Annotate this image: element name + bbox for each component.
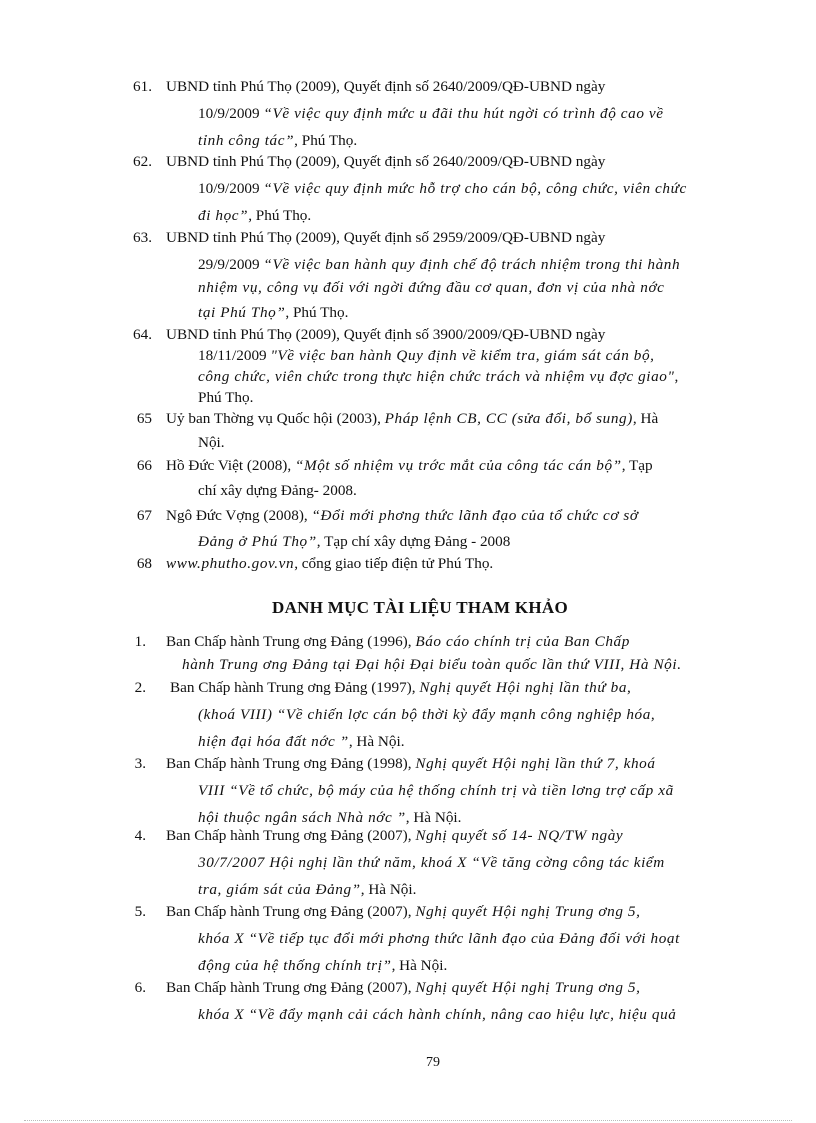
reference-2 bbox=[106, 674, 752, 755]
reference-line: 30/7/2007 Hội nghị lần thứ năm, khoá X “Về tăng cờng công tác kiểm bbox=[198, 854, 665, 871]
reference-number: 62. bbox=[133, 153, 152, 170]
reference-63 bbox=[112, 224, 752, 332]
reference-line: UBND tỉnh Phú Thọ (2009), Quyết định số 2640/2009/QĐ-UBND ngày bbox=[166, 153, 606, 170]
reference-line: Đảng ở Phú Thọ”, Tạp chí xây dựng Đảng - 2008 bbox=[198, 533, 511, 550]
reference-number: 67 bbox=[136, 507, 152, 524]
reference-number: 5. bbox=[134, 903, 146, 920]
reference-number: 4. bbox=[134, 827, 146, 844]
reference-6 bbox=[106, 974, 752, 1028]
reference-number: 64. bbox=[133, 326, 152, 343]
reference-line: chí xây dựng Đảng- 2008. bbox=[198, 482, 357, 499]
reference-line: 18/11/2009 "Về việc ban hành Quy định về kiểm tra, giám sát cán bộ, bbox=[198, 347, 655, 364]
reference-line: tại Phú Thọ”, Phú Thọ. bbox=[198, 304, 349, 321]
reference-line: khóa X “Về đẩy mạnh cải cách hành chính, nâng cao hiệu lực, hiệu quả bbox=[198, 1006, 677, 1023]
reference-line: khóa X “Về tiếp tục đổi mới phơng thức lãnh đạo của Đảng đối với hoạt bbox=[198, 930, 680, 947]
reference-line: công chức, viên chức trong thực hiện chức trách và nhiệm vụ đợc giao", bbox=[198, 368, 679, 385]
reference-65 bbox=[112, 405, 752, 459]
reference-67 bbox=[112, 502, 752, 556]
reference-line: Ban Chấp hành Trung ơng Đảng (1998), Nghị quyết Hội nghị lần thứ 7, khoá bbox=[166, 755, 656, 772]
reference-line: www.phutho.gov.vn, cổng giao tiếp điện tử Phú Thọ. bbox=[166, 555, 494, 572]
reference-number: 3. bbox=[134, 755, 146, 772]
page-number: 79 bbox=[426, 1055, 440, 1070]
reference-number: 2. bbox=[134, 679, 146, 696]
reference-line: 10/9/2009 “Về việc quy định mức u đãi thu hút ngời có trình độ cao về bbox=[198, 105, 664, 122]
reference-line: hành Trung ơng Đảng tại Đại hội Đại biểu toàn quốc lần thứ VIII, Hà Nội. bbox=[182, 656, 682, 673]
reference-line: hiện đại hóa đất nớc ”, Hà Nội. bbox=[198, 733, 405, 750]
reference-number: 6. bbox=[134, 979, 146, 996]
reference-number: 1. bbox=[134, 633, 146, 650]
reference-line: VIII “Về tổ chức, bộ máy của hệ thống chính trị và tiền lơng trợ cấp xã bbox=[198, 782, 674, 799]
reference-number: 61. bbox=[133, 78, 152, 95]
reference-4 bbox=[106, 822, 752, 903]
reference-line: UBND tỉnh Phú Thọ (2009), Quyết định số 2640/2009/QĐ-UBND ngày bbox=[166, 78, 606, 95]
reference-line: Hồ Đức Việt (2008), “Một số nhiệm vụ trớc mắt của công tác cán bộ”, Tạp bbox=[166, 457, 653, 474]
reference-line: nhiệm vụ, công vụ đối với ngời đứng đầu cơ quan, đơn vị của nhà nớc bbox=[198, 279, 665, 296]
page-bottom-divider bbox=[24, 1120, 792, 1121]
reference-line: Nội. bbox=[198, 434, 225, 451]
reference-3 bbox=[106, 750, 752, 831]
reference-line: Ngô Đức Vợng (2008), “Đổi mới phơng thức lãnh đạo của tổ chức cơ sở bbox=[166, 507, 639, 524]
reference-line: tỉnh công tác”, Phú Thọ. bbox=[198, 132, 358, 149]
reference-number: 68 bbox=[136, 555, 152, 572]
reference-line: UBND tỉnh Phú Thọ (2009), Quyết định số 3900/2009/QĐ-UBND ngày bbox=[166, 326, 606, 343]
reference-62 bbox=[112, 148, 752, 229]
reference-line: (khoá VIII) “Về chiến lợc cán bộ thời kỳ đẩy mạnh công nghiệp hóa, bbox=[198, 706, 656, 723]
reference-line: Ban Chấp hành Trung ơng Đảng (2007), Nghị quyết số 14- NQ/TW ngày bbox=[166, 827, 624, 844]
reference-number: 66 bbox=[136, 457, 152, 474]
reference-61 bbox=[112, 73, 752, 154]
reference-line: Ban Chấp hành Trung ơng Đảng (1996), Báo cáo chính trị của Ban Chấp bbox=[166, 633, 630, 650]
reference-5 bbox=[106, 898, 752, 979]
reference-line: 10/9/2009 “Về việc quy định mức hỗ trợ cho cán bộ, công chức, viên chức bbox=[198, 180, 687, 197]
reference-line: Ban Chấp hành Trung ơng Đảng (2007), Nghị quyết Hội nghị Trung ơng 5, bbox=[166, 903, 641, 920]
reference-line: Ban Chấp hành Trung ơng Đảng (1997), Nghị quyết Hội nghị lần thứ ba, bbox=[170, 679, 632, 696]
reference-line: Phú Thọ. bbox=[198, 389, 254, 406]
reference-66 bbox=[112, 452, 752, 506]
reference-line: đi học”, Phú Thọ. bbox=[198, 207, 312, 224]
reference-line: 29/9/2009 “Về việc ban hành quy định chế độ trách nhiệm trong thi hành bbox=[198, 256, 681, 273]
reference-number: 63. bbox=[133, 229, 152, 246]
reference-68 bbox=[112, 550, 752, 577]
reference-64 bbox=[112, 324, 752, 414]
reference-number: 65 bbox=[136, 410, 152, 427]
reference-line: UBND tỉnh Phú Thọ (2009), Quyết định số 2959/2009/QĐ-UBND ngày bbox=[166, 229, 606, 246]
section-heading: DANH MỤC TÀI LIỆU THAM KHẢO bbox=[272, 598, 569, 617]
reference-line: động của hệ thống chính trị”, Hà Nội. bbox=[198, 957, 448, 974]
reference-line: hội thuộc ngân sách Nhà nớc ”, Hà Nội. bbox=[198, 809, 462, 826]
reference-line: Uỷ ban Thờng vụ Quốc hội (2003), Pháp lệnh CB, CC (sửa đổi, bổ sung), Hà bbox=[166, 410, 659, 427]
reference-line: Ban Chấp hành Trung ơng Đảng (2007), Nghị quyết Hội nghị Trung ơng 5, bbox=[166, 979, 641, 996]
reference-line: tra, giám sát của Đảng”, Hà Nội. bbox=[198, 881, 417, 898]
